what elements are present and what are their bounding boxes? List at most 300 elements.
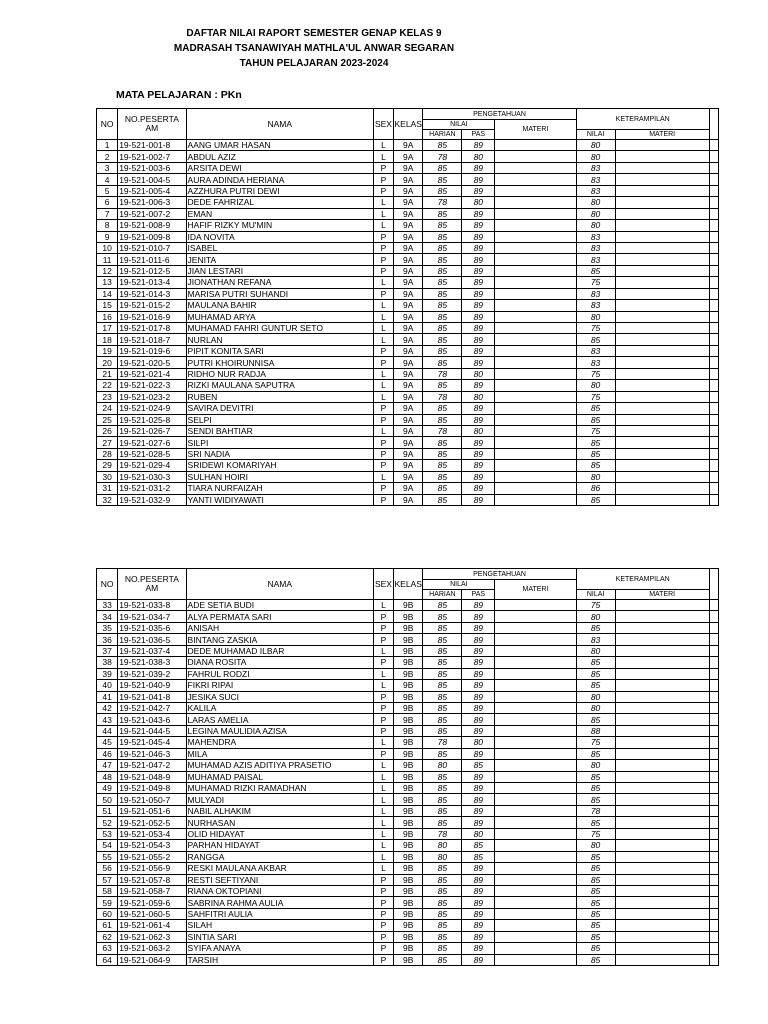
cell-harian: 85 [423,460,462,471]
cell-no: 37 [97,645,118,656]
cell-sex: L [373,425,393,436]
cell-harian: 85 [423,403,462,414]
cell-sex: L [373,277,393,288]
cell-pas: 89 [462,174,495,185]
cell-no: 44 [97,725,118,736]
cell-peserta: 19-521-063-2 [118,943,186,954]
table-row [97,828,721,839]
cell-peserta: 19-521-026-7 [118,425,186,436]
cell-edge [719,668,720,679]
cell-no: 35 [97,622,118,633]
cell-gap [709,483,718,494]
cell-pas: 89 [462,897,495,908]
cell-nilai-k: 85 [576,863,615,874]
cell-kelas: 9B [393,840,422,851]
cell-gap [709,805,718,816]
cell-nilai-k: 83 [576,185,615,196]
cell-materi-k [615,357,709,368]
cell-sex: P [373,691,393,702]
cell-nilai-k: 85 [576,897,615,908]
cell-pas: 89 [462,657,495,668]
cell-materi-k [615,162,709,173]
cell-nilai-k: 85 [576,680,615,691]
cell-sex: L [373,737,393,748]
cell-materi-k [615,668,709,679]
cell-peserta: 19-521-040-9 [118,680,186,691]
table-row [97,448,721,459]
cell-materi-k [615,943,709,954]
cell-harian: 85 [423,794,462,805]
cell-materi [495,794,576,805]
cell-edge [719,737,720,748]
table-row [97,737,721,748]
cell-materi [495,828,576,839]
table-row [97,908,721,919]
cell-materi-k [615,185,709,196]
cell-harian: 85 [423,645,462,656]
cell-sex: L [373,783,393,794]
cell-sex: P [373,748,393,759]
cell-kelas: 9B [393,783,422,794]
cell-gap [709,460,718,471]
cell-pas: 89 [462,300,495,311]
cell-pas: 89 [462,954,495,965]
cell-edge [719,437,720,448]
cell-materi-k [615,334,709,345]
cell-materi [495,725,576,736]
cell-harian: 78 [423,737,462,748]
cell-peserta: 19-521-005-4 [118,185,186,196]
cell-no: 50 [97,794,118,805]
cell-materi [495,760,576,771]
cell-edge [719,645,720,656]
cell-sex: P [373,657,393,668]
table-row [97,323,721,334]
cell-kelas: 9A [393,277,422,288]
cell-harian: 85 [423,680,462,691]
cell-materi-k [615,817,709,828]
cell-materi [495,323,576,334]
cell-nilai-k: 80 [576,702,615,713]
table-row [97,345,721,356]
cell-gap [709,300,718,311]
cell-nama: YANTI WIDIYAWATI [186,494,373,505]
cell-edge [719,851,720,862]
cell-kelas: 9A [393,368,422,379]
cell-materi-k [615,794,709,805]
col-no: NO [97,569,118,600]
title-line-2: MADRASAH TSANAWIYAH MATHLA'UL ANWAR SEGARAN [173,43,455,54]
cell-pas: 89 [462,600,495,611]
document-title [0,26,628,71]
cell-no: 55 [97,851,118,862]
cell-peserta: 19-521-054-3 [118,840,186,851]
col-nilai-k: NILAI [576,590,615,600]
cell-nilai-k: 80 [576,140,615,151]
cell-materi [495,437,576,448]
cell-peserta: 19-521-021-4 [118,368,186,379]
cell-gap [709,931,718,942]
cell-nama: MULYADI [186,794,373,805]
cell-pas: 80 [462,151,495,162]
cell-materi [495,254,576,265]
cell-materi [495,817,576,828]
cell-materi [495,414,576,425]
cell-no: 54 [97,840,118,851]
cell-no: 38 [97,657,118,668]
cell-no: 17 [97,323,118,334]
cell-sex: P [373,702,393,713]
cell-materi-k [615,151,709,162]
cell-edge [719,460,720,471]
cell-peserta: 19-521-061-4 [118,920,186,931]
cell-edge [719,174,720,185]
cell-nilai-k: 75 [576,600,615,611]
cell-materi-k [615,897,709,908]
table-row [97,805,721,816]
cell-harian: 78 [423,151,462,162]
cell-harian: 85 [423,483,462,494]
cell-sex: L [373,680,393,691]
cell-no: 21 [97,368,118,379]
cell-edge [719,760,720,771]
table-row [97,760,721,771]
cell-peserta: 19-521-008-9 [118,220,186,231]
cell-no: 12 [97,265,118,276]
cell-materi [495,174,576,185]
cell-materi [495,288,576,299]
table-row [97,471,721,482]
cell-nama: FAHRUL RODZI [186,668,373,679]
cell-peserta: 19-521-012-5 [118,265,186,276]
cell-harian: 85 [423,908,462,919]
cell-gap [709,471,718,482]
cell-edge [719,140,720,151]
cell-materi-k [615,140,709,151]
cell-gap [709,242,718,253]
col-materi: MATERI [495,580,576,600]
cell-gap [709,657,718,668]
cell-pas: 89 [462,817,495,828]
cell-gap [709,817,718,828]
cell-edge [719,185,720,196]
subject-label: MATA PELAJARAN : PKn [116,89,242,101]
cell-peserta: 19-521-032-9 [118,494,186,505]
cell-nama: RUBEN [186,391,373,402]
cell-harian: 80 [423,851,462,862]
cell-materi-k [615,805,709,816]
cell-nama: SABRINA RAHMA AULIA [186,897,373,908]
cell-harian: 85 [423,242,462,253]
cell-pas: 89 [462,380,495,391]
cell-kelas: 9A [393,208,422,219]
cell-peserta: 19-521-037-4 [118,645,186,656]
table-row [97,783,721,794]
cell-materi [495,714,576,725]
cell-pas: 85 [462,840,495,851]
cell-gap [709,151,718,162]
cell-no: 36 [97,634,118,645]
cell-materi-k [615,368,709,379]
cell-harian: 85 [423,668,462,679]
col-nilai: NILAI [423,120,495,130]
col-nilai: NILAI [423,580,495,590]
cell-materi-k [615,231,709,242]
title-line-1: DAFTAR NILAI RAPORT SEMESTER GENAP KELAS 9 [186,28,442,39]
cell-gap [709,208,718,219]
cell-materi-k [615,600,709,611]
cell-edge [719,931,720,942]
cell-pas: 89 [462,448,495,459]
cell-materi-k [615,840,709,851]
cell-kelas: 9B [393,645,422,656]
cell-gap [709,908,718,919]
cell-edge [719,151,720,162]
col-harian: HARIAN [423,130,462,140]
cell-harian: 85 [423,357,462,368]
cell-nama: KALILA [186,702,373,713]
cell-sex: P [373,622,393,633]
col-keterampilan: KETERAMPILAN [576,109,709,130]
cell-gap [709,448,718,459]
cell-no: 63 [97,943,118,954]
cell-gap [709,368,718,379]
cell-edge [719,725,720,736]
table-row [97,771,721,782]
cell-nama: SRI NADIA [186,448,373,459]
cell-kelas: 9B [393,691,422,702]
cell-no: 53 [97,828,118,839]
table-row [97,611,721,622]
table-row [97,220,721,231]
cell-sex: P [373,611,393,622]
cell-peserta: 19-521-028-5 [118,448,186,459]
cell-gap [709,725,718,736]
table-row [97,380,721,391]
cell-edge [719,334,720,345]
cell-materi [495,600,576,611]
cell-nama: SELPI [186,414,373,425]
cell-materi [495,851,576,862]
cell-edge [719,231,720,242]
cell-kelas: 9A [393,357,422,368]
cell-materi [495,611,576,622]
cell-gap [709,414,718,425]
cell-nama: ABDUL AZIZ [186,151,373,162]
cell-kelas: 9B [393,668,422,679]
cell-kelas: 9B [393,828,422,839]
col-pas: PAS [462,590,495,600]
cell-materi-k [615,691,709,702]
cell-kelas: 9B [393,760,422,771]
cell-peserta: 19-521-042-7 [118,702,186,713]
cell-kelas: 9A [393,288,422,299]
cell-materi-k [615,277,709,288]
cell-gap [709,345,718,356]
cell-nama: JESIKA SUCI [186,691,373,702]
table-row [97,817,721,828]
cell-edge [719,197,720,208]
table-row [97,391,721,402]
cell-kelas: 9A [393,231,422,242]
cell-nilai-k: 83 [576,162,615,173]
cell-nilai-k: 85 [576,622,615,633]
cell-peserta: 19-521-022-3 [118,380,186,391]
cell-nilai-k: 85 [576,908,615,919]
cell-nama: MUHAMAD FAHRI GUNTUR SETO [186,323,373,334]
cell-harian: 85 [423,805,462,816]
cell-edge [719,783,720,794]
cell-materi [495,494,576,505]
table-row [97,494,721,505]
cell-sex: P [373,908,393,919]
cell-gap [709,277,718,288]
cell-nama: PARHAN HIDAYAT [186,840,373,851]
cell-gap [709,943,718,954]
cell-peserta: 19-521-020-5 [118,357,186,368]
cell-pas: 89 [462,645,495,656]
cell-kelas: 9B [393,851,422,862]
cell-nama: SILPI [186,437,373,448]
cell-peserta: 19-521-034-7 [118,611,186,622]
title-line-3: TAHUN PELAJARAN 2023-2024 [239,58,389,69]
cell-peserta: 19-521-056-9 [118,863,186,874]
cell-pas: 89 [462,691,495,702]
cell-kelas: 9A [393,414,422,425]
cell-materi [495,162,576,173]
cell-peserta: 19-521-059-6 [118,897,186,908]
cell-materi-k [615,242,709,253]
cell-materi [495,357,576,368]
cell-kelas: 9A [393,197,422,208]
cell-gap [709,783,718,794]
cell-peserta: 19-521-031-2 [118,483,186,494]
cell-materi [495,242,576,253]
cell-gap [709,185,718,196]
cell-pas: 80 [462,737,495,748]
cell-nilai-k: 85 [576,714,615,725]
cell-harian: 85 [423,277,462,288]
cell-harian: 85 [423,334,462,345]
cell-nilai-k: 80 [576,151,615,162]
col-peserta: NO.PESERTA AM [118,109,186,140]
table-row [97,231,721,242]
cell-no: 10 [97,242,118,253]
cell-materi [495,185,576,196]
cell-harian: 85 [423,611,462,622]
cell-nilai-k: 75 [576,391,615,402]
cell-gap [709,794,718,805]
cell-materi [495,645,576,656]
cell-nilai-k: 85 [576,668,615,679]
cell-gap [709,680,718,691]
cell-edge [719,714,720,725]
cell-nilai-k: 75 [576,828,615,839]
cell-materi [495,897,576,908]
cell-pas: 89 [462,943,495,954]
cell-harian: 78 [423,197,462,208]
cell-no: 16 [97,311,118,322]
cell-materi [495,425,576,436]
cell-pas: 89 [462,254,495,265]
table-row [97,242,721,253]
cell-nama: PUTRI KHOIRUNNISA [186,357,373,368]
cell-pas: 89 [462,622,495,633]
table-row [97,357,721,368]
col-sex: SEX [373,569,393,600]
cell-pas: 89 [462,483,495,494]
cell-kelas: 9A [393,437,422,448]
cell-nilai-k: 80 [576,691,615,702]
cell-gap [709,220,718,231]
cell-pas: 89 [462,242,495,253]
cell-materi-k [615,483,709,494]
cell-sex: L [373,391,393,402]
cell-gap [709,162,718,173]
cell-harian: 85 [423,725,462,736]
table-row [97,300,721,311]
cell-edge [719,794,720,805]
cell-materi-k [615,265,709,276]
cell-nilai-k: 83 [576,254,615,265]
cell-pas: 85 [462,851,495,862]
cell-nama: AANG UMAR HASAN [186,140,373,151]
cell-kelas: 9A [393,265,422,276]
cell-nilai-k: 85 [576,437,615,448]
cell-nama: SAVIRA DEVITRI [186,403,373,414]
cell-nama: LARAS AMELIA [186,714,373,725]
cell-sex: L [373,771,393,782]
cell-nama: MUHAMAD AZIS ADITIYA PRASETIO [186,760,373,771]
cell-edge [719,702,720,713]
col-pengetahuan: PENGETAHUAN [423,109,576,120]
cell-materi [495,391,576,402]
cell-nilai-k: 75 [576,425,615,436]
cell-materi-k [615,391,709,402]
cell-peserta: 19-521-027-6 [118,437,186,448]
cell-pas: 89 [462,794,495,805]
cell-peserta: 19-521-051-6 [118,805,186,816]
cell-nama: JIAN LESTARI [186,265,373,276]
cell-pas: 89 [462,494,495,505]
cell-nama: MAHENDRA [186,737,373,748]
cell-sex: L [373,851,393,862]
cell-kelas: 9B [393,725,422,736]
cell-sex: P [373,897,393,908]
cell-sex: P [373,634,393,645]
cell-edge [719,611,720,622]
cell-harian: 85 [423,345,462,356]
cell-kelas: 9B [393,657,422,668]
cell-materi-k [615,403,709,414]
cell-pas: 89 [462,725,495,736]
cell-nama: JENITA [186,254,373,265]
cell-nama: DEDE FAHRIZAL [186,197,373,208]
cell-nama: RIDHO NUR RADJA [186,368,373,379]
cell-nama: SINTIA SARI [186,931,373,942]
cell-materi-k [615,288,709,299]
cell-gap [709,828,718,839]
cell-nilai-k: 85 [576,494,615,505]
cell-materi [495,954,576,965]
cell-sex: P [373,437,393,448]
cell-gap [709,737,718,748]
cell-harian: 85 [423,702,462,713]
cell-edge [719,391,720,402]
cell-materi [495,943,576,954]
cell-gap [709,702,718,713]
cell-harian: 85 [423,771,462,782]
